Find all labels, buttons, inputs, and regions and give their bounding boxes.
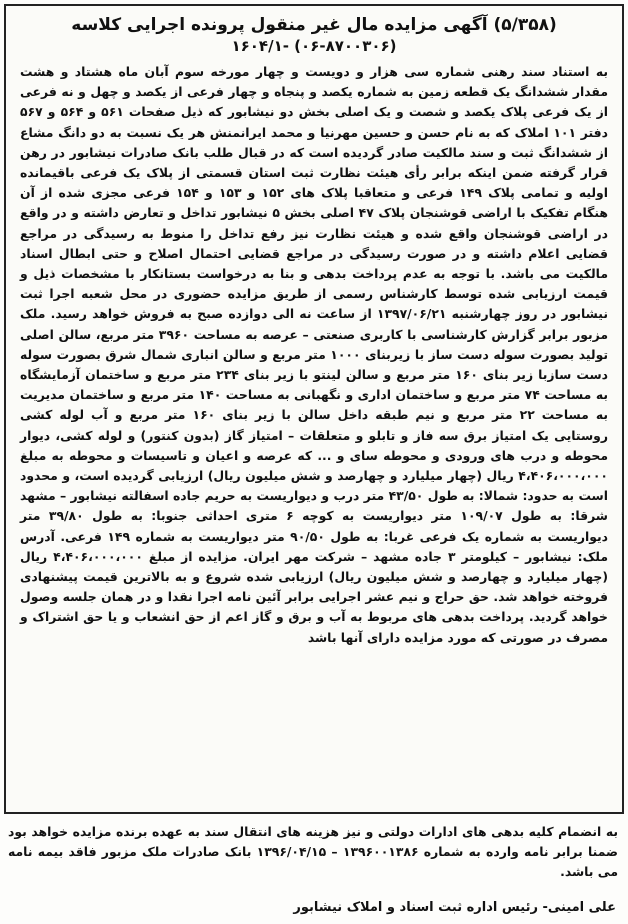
notice-continuation: به انضمام کلیه بدهی های ادارات دولتی و نیز هزینه های انتقال سند به عهده برنده مزایده خواهد بود ضمنا برابر نامه وارده به شماره ۱۳۹۶۰۰۱۳۸۶ – ۱۳۹۶/۰۴/۱۵ بانک صادرات ملک مزبور فاقد بیمه نامه می باشد. bbox=[8, 824, 618, 879]
auction-notice-box bbox=[4, 4, 624, 814]
notice-body: به استناد سند رهنی شماره سی هزار و دویست و چهار مورخه سوم آبان ماه هشتاد و هشت مقدار ششدانگ یک قطعه زمین به شماره یکصد و پنجاه و چهار فرعی از یکصد و چهل و نه فرعی از یک فرعی پلاک یکصد و شصت و یک اصلی بخش دو نیشابور که ذیل صفحات ۵۶۱ و ۵۶۴ و ۵۶۷ دفتر ۱۰۱ املاک که به نام حسن و حسین مهرنیا و محمد ایرانمنش هر یک نسبت به دو دانگ مشاع از ششدانگ ثبت و سند مالکیت صادر گردیده است که در قبال طلب بانک صادرات نیشابور در رهن قرار گرفته ضمن اینکه برابر رأی هیئت نظارت ثبت استان قسمتی از پلاک یک فرعی باقیمانده اولیه و تمامی پلاک ۱۴۹ فرعی و متعاقبا پلاک های ۱۵۲ و ۱۵۳ و ۱۵۴ فرعی مجزی شده از آن هنگام تفکیک با اراضی قوشنجان پلاک ۴۷ اصلی بخش ۵ نیشابور تداخل و تعارض داشته و در واقع در اراضی قوشنجان واقع شده و هیئت نظارت نیز رفع تداخل را منوط به رسیدگی در مراجع قضایی اعلام داشته و در صورت رسیدگی در مراجع قضایی احتمال اصلاح و حتی ابطال اسناد مالکیت می باشد. با توجه به عدم پرداخت بدهی و بنا به درخواست بستانکار با مشخصات ذیل و قیمت ارزیابی شده توسط کارشناس رسمی از طریق مزایده حضوری در محل شعبه اجرا ثبت نیشابور در روز چهارشنبه ۱۳۹۷/۰۶/۲۱ از ساعت نه الی دوازده صبح به فروش خواهد رسید. ملک مزبور برابر گزارش کارشناسی با کاربری صنعتی – عرصه به مساحت ۳۹۶۰ متر مربع، سالن اصلی تولید بصورت سوله دست ساز با زیربنای ۱۰۰۰ متر مربع و سالن انباری شمال شرق بصورت سوله دست سازبا زیر بنای ۱۶۰ متر مربع و سالن لینتو با زیر بنای ۲۳۴ متر مربع و ساختمان آزمایشگاه به مساحت ۷۴ متر مربع و ساختمان اداری و نگهبانی به مساحت ۱۴۰ متر مربع و ساختمان مدیریت به مساحت ۲۲ متر مربع و نیم طبقه داخل سالن با زیر بنای ۱۶۰ متر مربع و آب لوله کشی روستایی یک امتیاز برق سه فاز و تابلو و متعلقات – امتیاز گاز (بدون کنتور) و لوله کشی، دیوار محوطه و درب های ورودی و محوطه سای و ... که عرصه و اعیان و تاسیسات و محوطه به مبلغ ۴،۴۰۶،۰۰۰،۰۰۰ ریال (چهار میلیارد و چهارصد و شش میلیون ریال) ارزیابی گردیده است، و محدود است به حدود: شمالا: به طول ۴۳/۵۰ متر درب و دیواریست به حریم جاده اسفالته نیشابور – مشهد شرقا: به طول ۱۰۹/۰۷ متر دیواریست به کوچه ۶ متری احداثی جنوبا: به طول ۳۹/۸۰ متر دیواریست به شماره یک فرعی غربا: به طول ۹۰/۵۰ متر دیواریست به شماره ۱۴۹ فرعی. آدرس ملک: نیشابور – کیلومتر ۳ جاده مشهد – شرکت مهر ایران. مزایده از مبلغ ۴،۴۰۶،۰۰۰،۰۰۰ ریال (چهار میلیارد و چهارصد و شش میلیون ریال) ارزیابی شده شروع و به بالاترین قیمت پیشنهادی فروخته خواهد شد. حق حراج و نیم عشر اجرایی برابر آئین نامه اجرا نقدا و در همان جلسه وصول خواهد گردید. پرداخت بدهی های مربوط به آب و برق و گاز اعم از حق انشعاب و یا حق اشتراک و مصرف در صورتی که مورد مزایده دارای آنها باشد bbox=[20, 64, 609, 645]
signature-line: علی امینی- رئیس اداره ثبت اسناد و املاک نیشابور bbox=[293, 900, 616, 915]
notice-title: (۵/۳۵۸) آگهی مزایده مال غیر منقول پرونده اجرایی کلاسه bbox=[71, 15, 557, 35]
file-number: (۰۶-۸۷۰۰۳۰۶) -۱۶۰۴/۱ bbox=[231, 37, 397, 55]
